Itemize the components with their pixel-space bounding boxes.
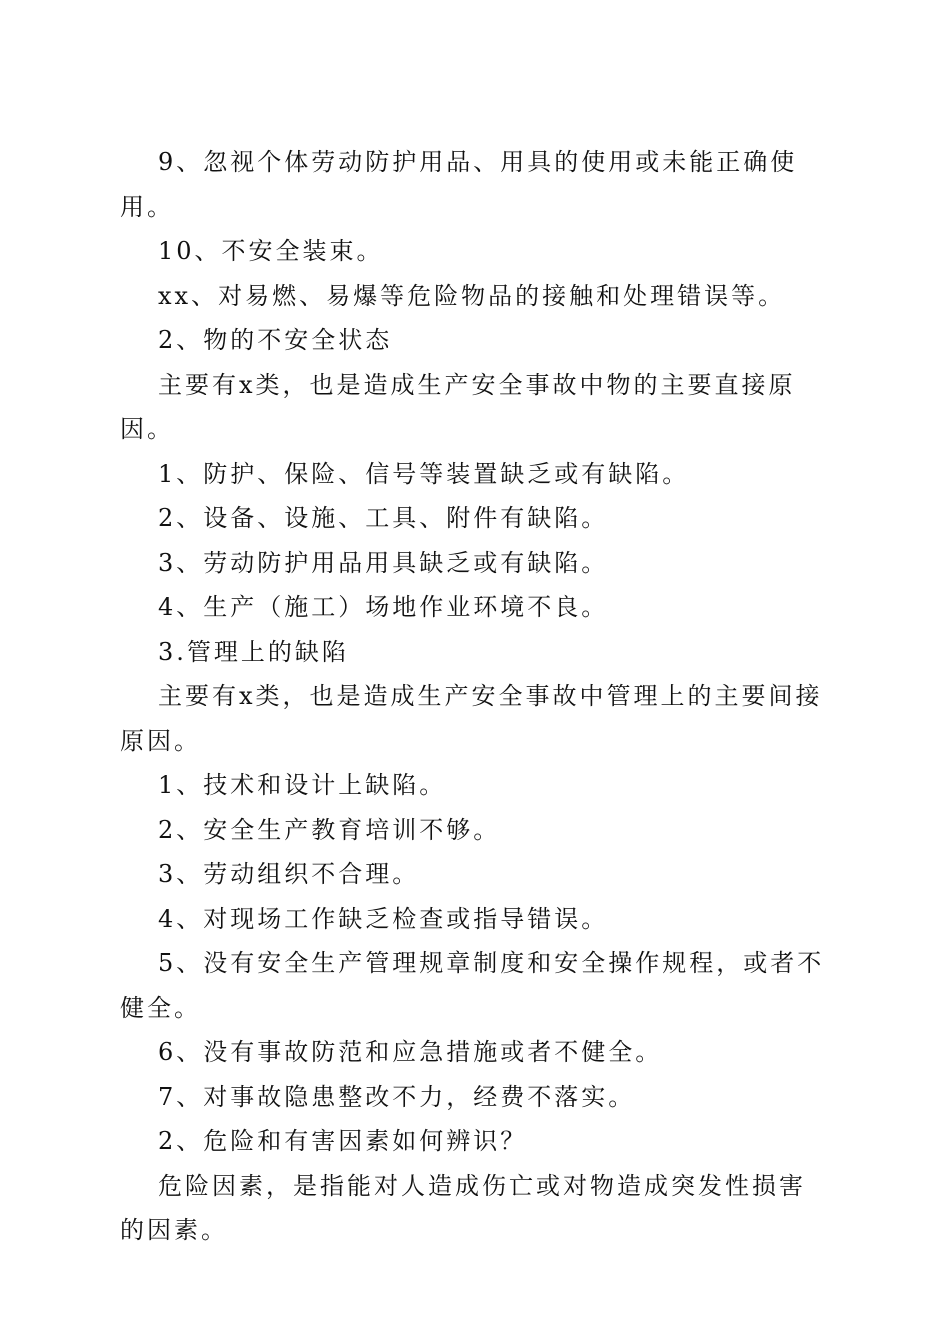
paragraph: 9、忽视个体劳动防护用品、用具的使用或未能正确使用。 [120,148,798,221]
list-item: 3、劳动防护用品用具缺乏或有缺陷。 [158,548,609,577]
section-heading: 2、危险和有害因素如何辨识？ [158,1127,528,1155]
paragraph: 危险因素，是指能对人造成伤亡或对物造成突发性损害的因素。 [120,1171,806,1244]
list-item: 2、设备、设施、工具、附件有缺陷。 [158,504,609,532]
list-item: 7、对事故隐患整改不力，经费不落实。 [158,1082,636,1111]
paragraph: xx、对易燃、易爆等危险物品的接触和处理错误等。 [158,281,786,310]
section-heading: 3.管理上的缺陷 [158,637,349,666]
document-body [120,140,830,1253]
list-item: 1、防护、保险、信号等装置缺乏或有缺陷。 [158,459,690,488]
paragraph: 10、不安全装束。 [158,237,384,265]
list-item: 3、劳动组织不合理。 [158,860,420,888]
list-item: 6、没有事故防范和应急措施或者不健全。 [158,1038,663,1066]
list-item: 1、技术和设计上缺陷。 [158,771,447,799]
list-item: 4、生产（施工）场地作业环境不良。 [158,593,609,621]
paragraph: 主要有x类，也是造成生产安全事故中物的主要直接原因。 [120,370,796,443]
list-item: 5、没有安全生产管理规章制度和安全操作规程，或者不健全。 [120,949,825,1022]
list-item: 4、对现场工作缺乏检查或指导错误。 [158,904,609,933]
paragraph: 主要有x类，也是造成生产安全事故中管理上的主要间接原因。 [120,682,823,755]
section-heading: 2、物的不安全状态 [158,326,393,354]
list-item: 2、安全生产教育培训不够。 [158,815,501,844]
